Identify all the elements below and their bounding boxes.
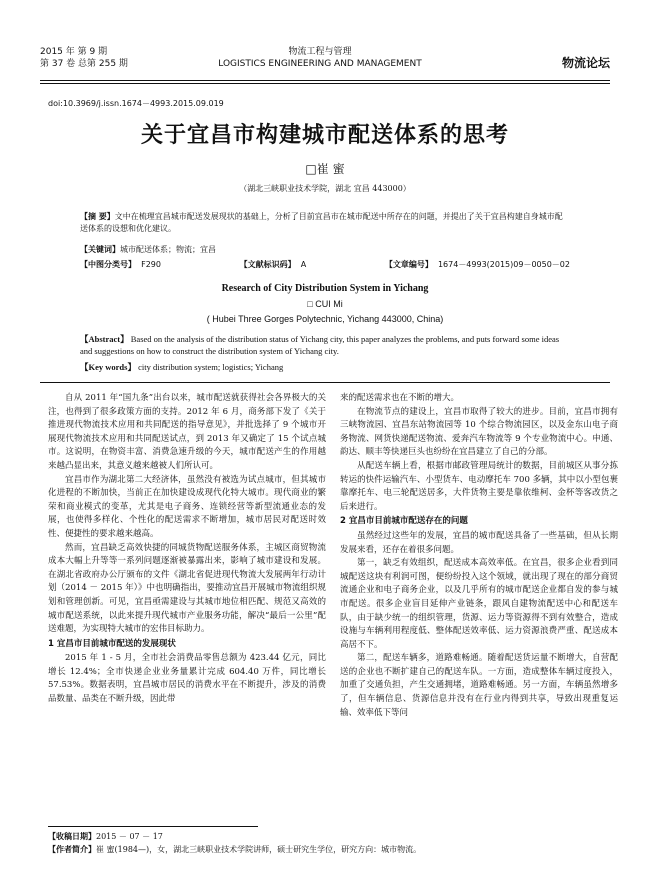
abstract-rule <box>40 382 610 383</box>
article-title-en: Research of City Distribution System in Yichang <box>221 283 429 294</box>
classification-line <box>80 259 570 270</box>
received-value: 2015 － 07 － 17 <box>96 832 163 841</box>
keywords-cn-text: 城市配送体系；物流；宜昌 <box>120 245 216 254</box>
journal-name-en: LOGISTICS ENGINEERING AND MANAGEMENT <box>218 59 422 69</box>
clc-value: F290 <box>141 260 161 269</box>
affiliation-cn: （湖北三峡职业技术学院，湖北 宜昌 443000） <box>239 184 411 193</box>
article-number <box>385 259 570 270</box>
keywords-en <box>80 361 570 373</box>
abstract-cn <box>80 210 570 235</box>
paragraph: 然而，宜昌缺乏高效快捷的同城货物配送服务体系，主城区商贸物流成本大幅上升等等一系列问题逐渐被暴露出来，影响了城市建设和发展。在湖北省政府办公厅颁布的文件《湖北省促进现代物流大发展两年行动计划（2014 － 2015 年）》中也明确指出，要推动宜昌开展城市物流组织规划和管理创新。可见，宜昌亟需建设与其城市地位相匹配、规范又高效的城市配送系统，以此来提升现代城市产业服务功能，解决“最后一公里”配送难题，为实现特大城市的宏伟目标助力。 <box>48 542 326 635</box>
issue-year-number: 2015 年 第 9 期 <box>40 47 108 57</box>
body-column-left <box>48 392 326 707</box>
received-label: 【收稿日期】 <box>48 831 96 841</box>
keywords-en-text: city distribution system; logistics; Yichang <box>138 362 284 372</box>
received-date <box>48 830 610 843</box>
paragraph: 2015 年 1 - 5 月，全市社会消费品零售总额为 423.44 亿元，同比增长 12.4%；全市快递企业业务量累计完成 604.40 万件，同比增长 57.53%。数据表明，宜昌城市居民的消费水平在不断提升，涉及的消费品数量、品类在不断升级，因此带 <box>48 653 326 705</box>
doc-code <box>240 259 307 270</box>
header-rule-thin <box>40 83 610 84</box>
footnote-rule <box>48 826 258 827</box>
running-header <box>40 40 610 80</box>
article-title-cn: 关于宜昌市构建城市配送体系的思考 <box>140 122 509 148</box>
paragraph: 自从 2011 年“国九条”出台以来，城市配送就获得社会各界极大的关注，也得到了很多政策方面的支持。2012 年 6 月，商务部下发了《关于推进现代物流技术应用和共同配送的指导意见》，并批选择了 9 个城市开展现代物流技术应用和共同配送试点，到 2013 年又确定了 15 个试点城市。这说明，在物资丰富、消费急速升级的今天，城市配送产生的作用越来越凸显出来，其意义越来越被人们所认可。 <box>48 393 326 471</box>
abstract-cn-text: 文中在梳理宜昌城市配送发展现状的基础上，分析了目前宜昌市在城市配送中所存在的问题，并提出了关于宜昌构建自身城市配送体系的设想和优化建议。 <box>80 212 563 233</box>
paragraph: 第一，缺乏有效组织，配送成本高效率低。在宜昌，很多企业看到同城配送这块有利润可图，便纷纷投入这个领域，就出现了现在的部分商贸流通企业和电子商务企业，以及几乎所有的城市配送企业都自发的参与城市配送。很多企业盲目延伸产业链条，跟风自建物流配送中心和配送车队，由于缺少统一的组织管理，货源、运力等资源得不到有效整合，造成设施与车辆利用程度低、整体配送效率低、运力资源浪费严重、配送成本高居不下。 <box>340 558 618 650</box>
paragraph: 第二，配送车辆多，道路难畅通。随着配送货运量不断增大，自营配送的企业也不断扩建自己的配送车队。一方面，造成整体车辆过度投入，加重了交通负担，产生交通拥堵，道路难畅通。另一方面，车辆虽然增多了，但车辆信息、货源信息并没有在行业内得到共享，导致出现重复运输、效率低下等问 <box>340 653 618 718</box>
author-bio <box>48 843 610 856</box>
abstract-en <box>80 333 570 357</box>
clc-label: 【中图分类号】 <box>80 260 136 269</box>
volume-total: 第 37 卷 总第 255 期 <box>40 59 128 69</box>
abstract-en-label: 【Abstract】 <box>80 334 129 344</box>
art-label: 【文章编号】 <box>384 260 433 269</box>
section-heading: 2 宜昌市目前城市配送存在的问题 <box>340 516 468 527</box>
affiliation-en: ( Hubei Three Gorges Polytechnic, Yichang 443000, China) <box>206 314 444 324</box>
doc-label: 【文献标识码】 <box>239 260 296 269</box>
paragraph: 从配送车辆上看，根据市邮政管理局统计的数据，目前城区从事分拣转运的快件运输汽车、小型货车、电动摩托车 700 多辆，其中以小型包裹靠摩托车、电三轮配送居多，大件货物主要是靠依维柯、金杯等客改货之后来进行。 <box>340 460 618 512</box>
section-heading: 1 宜昌市目前城市配送的发展现状 <box>48 638 176 649</box>
body-column-right <box>340 392 618 720</box>
journal-name <box>190 46 450 70</box>
paragraph: 在物流节点的建设上，宜昌市取得了较大的进步。目前，宜昌市拥有三峡物流园、宜昌东站物流园等 10 个综合物流园区，以及金东山电子商务物流、网货快递配送物流、爱奔汽车物流等 9 个专业物流中心。申通、韵达、顺丰等快递巨头也纷纷在宜昌建立了自己的分部。 <box>340 406 618 458</box>
author-bio-label: 【作者简介】 <box>48 844 96 854</box>
header-rule <box>40 80 610 81</box>
keywords-en-label: 【Key words】 <box>80 362 136 372</box>
abstract-cn-label: 【摘 要】 <box>80 211 115 221</box>
doi: doi:10.3969/j.issn.1674－4993.2015.09.019 <box>48 99 224 108</box>
keywords-cn <box>80 243 570 256</box>
doc-value: A <box>300 260 307 269</box>
clc-code <box>80 259 161 270</box>
art-value: 1674－4993(2015)09－0050－02 <box>437 260 570 269</box>
paragraph: 来的配送需求也在不断的增大。 <box>340 393 460 403</box>
issue-info <box>40 46 128 70</box>
author-en: □ CUI Mi <box>307 299 343 309</box>
paragraph: 宜昌市作为湖北第二大经济体，虽然没有被选为试点城市，但其城市化进程的不断加快，当前正在加快建设成现代化特大城市。现代商业的繁荣和商业模式的变革，尤其是电子商务、连锁经营等新型流通业态的发展，也使得多样化、个性化的配送需求不断增加，城市居民对配送时效性、便捷性的要求越来越高。 <box>48 474 326 539</box>
paragraph: 虽然经过这些年的发展，宜昌的城市配送具备了一些基础，但从长期发展来看，还存在着很多问题。 <box>340 530 618 555</box>
keywords-cn-label: 【关键词】 <box>80 244 120 254</box>
journal-name-cn: 物流工程与管理 <box>288 47 352 57</box>
author-cn: □崔 蜜 <box>305 162 345 176</box>
author-bio-text: 崔 蜜(1984—)，女，湖北三峡职业技术学院讲师，硕士研究生学位，研究方向：城市物流。 <box>96 845 422 854</box>
abstract-en-text: Based on the analysis of the distribution status of Yichang city, this paper analyzes the problems, and puts forward some ideas and suggestions on how to construct the distribution system of Yichang city. <box>80 334 560 356</box>
section-label: 物流论坛 <box>561 56 610 70</box>
